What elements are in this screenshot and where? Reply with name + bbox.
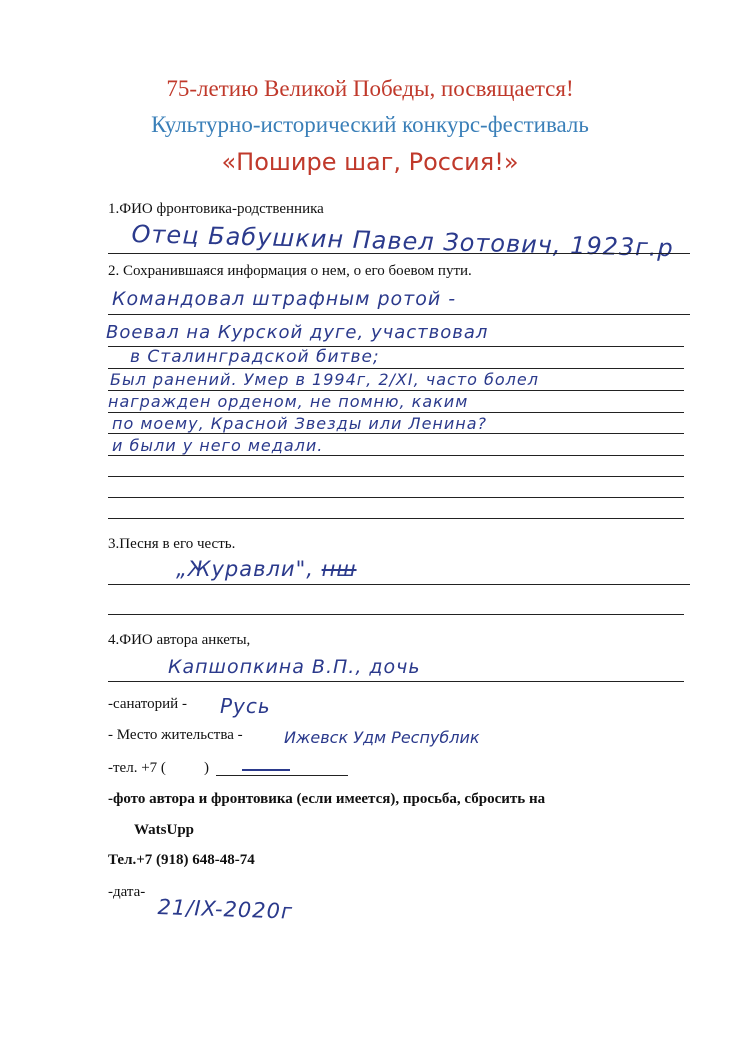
phone-blank-line — [216, 775, 348, 776]
q2-rule-9 — [108, 497, 684, 498]
q2-line-2: Воевал на Курской дуге, участвовал — [106, 322, 489, 343]
q2-line-6: по моему, Красной Звезды или Ленина? — [112, 414, 488, 433]
header-line-1: 75-летию Великой Победы, посвящается! — [166, 76, 574, 101]
header-line-2: Культурно-исторический конкурс-фестиваль — [151, 112, 589, 137]
q1-label: 1.ФИО фронтовика-родственника — [108, 201, 324, 217]
header-line-3: «Пошире шаг, Россия!» — [221, 148, 519, 176]
q2-line-3: в Сталинградской битве; — [130, 347, 380, 367]
whatsapp-label: WatsUpp — [134, 822, 195, 838]
phone-ink-dash — [242, 769, 290, 771]
photo-note: -фото автора и фронтовика (если имеется), просьба, сбросить на — [108, 791, 546, 807]
q1-answer: Отец Бабушкин Павел Зотович, 1923г.р — [131, 220, 675, 263]
q2-label: 2. Сохранившаяся информация о нем, о его боевом пути. — [108, 263, 472, 279]
q4-answer: Капшопкина В.П., дочь — [168, 656, 421, 678]
phone-label: -тел. +7 ( — [108, 760, 166, 776]
phone-close: ) — [204, 760, 209, 776]
q2-line-4: Был ранений. Умер в 1994г, 2/XI, часто болел — [110, 370, 539, 389]
q2-rule-7 — [108, 455, 684, 456]
q4-rule — [108, 681, 684, 682]
residence-label: - Место жительства - — [108, 727, 243, 743]
q2-rule-8 — [108, 476, 684, 477]
date-label: -дата- — [108, 884, 146, 900]
residence-value: Ижевск Удм Республик — [284, 728, 480, 747]
q2-line-1: Командовал штрафным ротой - — [112, 288, 457, 310]
q2-rule-4 — [108, 390, 684, 391]
q2-rule-5 — [108, 412, 684, 413]
q3-answer — [176, 557, 357, 581]
q1-answer-line — [108, 253, 690, 254]
q3-rule-1 — [108, 584, 690, 585]
q2-line-7: и были у него медали. — [112, 436, 324, 455]
contact-phone: Тел.+7 (918) 648-48-74 — [108, 852, 255, 868]
date-value: 21/IX-2020г — [157, 895, 294, 924]
sanatorium-label: -санаторий - — [108, 696, 187, 712]
q2-line-5: награжден орденом, не помню, каким — [108, 392, 469, 411]
q2-rule-3 — [108, 368, 684, 369]
q3-rule-2 — [108, 614, 684, 615]
sanatorium-value: Русь — [220, 694, 271, 718]
q3-label: 3.Песня в его честь. — [108, 536, 236, 552]
q2-rule-6 — [108, 433, 684, 434]
q2-rule-1 — [108, 314, 690, 315]
q3-song: „Журавли", — [176, 557, 322, 581]
q3-crossed-text: нш — [321, 557, 357, 581]
q2-rule-10 — [108, 518, 684, 519]
q4-label: 4.ФИО автора анкеты, — [108, 632, 251, 648]
